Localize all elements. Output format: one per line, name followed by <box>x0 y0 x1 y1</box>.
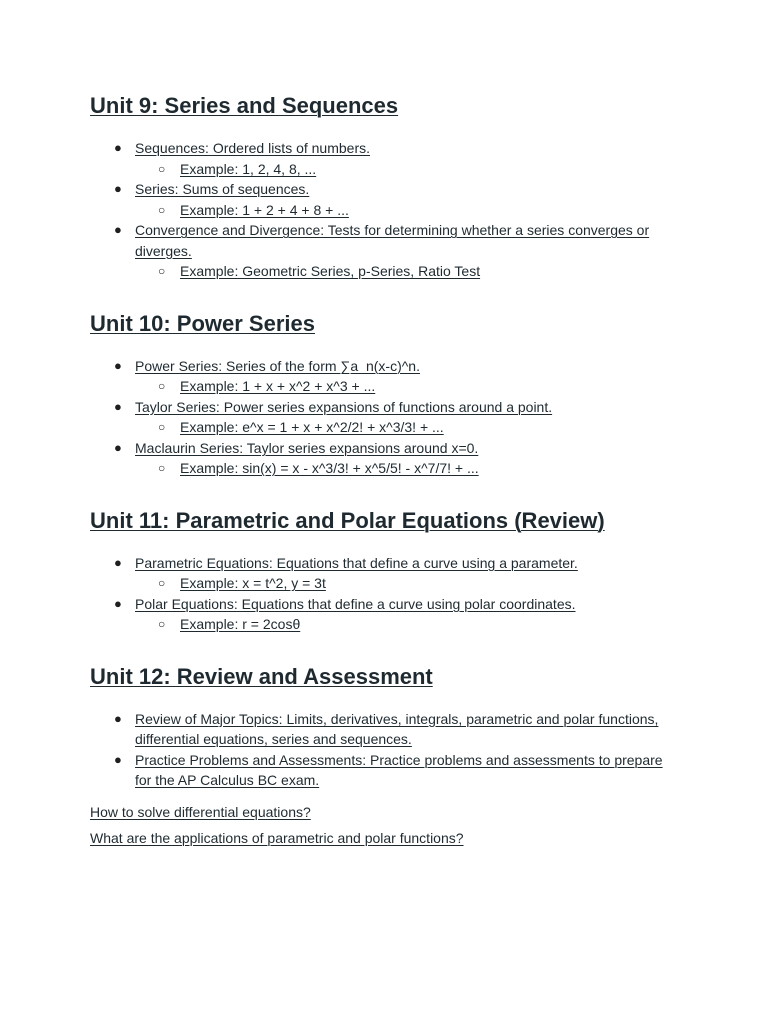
bullet-filled-icon: ● <box>114 554 122 570</box>
bullet-hollow-icon: ○ <box>158 461 166 475</box>
question-link[interactable]: How to solve differential equations? <box>90 803 311 820</box>
topic-item <box>90 179 680 220</box>
bullet-hollow-icon: ○ <box>158 161 166 176</box>
example-list <box>135 376 680 397</box>
topic-item <box>90 138 680 179</box>
example-text: Example: 1 + 2 + 4 + 8 + ... <box>180 201 349 218</box>
example-item <box>135 614 680 635</box>
example-text: Example: r = 2cosθ <box>180 616 301 632</box>
topic-text: Polar Equations: Equations that define a curve using polar coordinates. <box>135 595 576 612</box>
example-list <box>135 261 680 282</box>
unit-section <box>90 308 768 479</box>
bullet-filled-icon: ● <box>114 751 122 767</box>
topic-text: Convergence and Divergence: Tests for determining whether a series converges or diverges. <box>135 222 650 259</box>
example-item <box>135 417 680 438</box>
unit-section <box>90 505 768 635</box>
example-list <box>135 200 680 221</box>
related-questions <box>90 799 768 851</box>
question-link[interactable]: What are the applications of parametric and polar functions? <box>90 829 464 846</box>
topic-item <box>90 553 680 594</box>
unit-section <box>90 90 768 282</box>
example-list <box>135 458 680 479</box>
topic-item <box>90 397 680 438</box>
example-item <box>135 458 680 479</box>
bullet-hollow-icon: ○ <box>158 202 166 217</box>
topic-item <box>90 438 680 479</box>
section-heading: Unit 10: Power Series <box>90 310 315 336</box>
example-text: Example: e^x = 1 + x + x^2/2! + x^3/3! + ... <box>180 419 444 435</box>
section-heading: Unit 12: Review and Assessment <box>90 663 433 689</box>
example-item <box>135 573 680 594</box>
topic-item <box>90 709 680 750</box>
topic-item <box>90 750 680 791</box>
topic-text: Review of Major Topics: Limits, derivatives, integrals, parametric and polar functions, differential equations, series and sequences. <box>135 710 659 747</box>
topic-text: Taylor Series: Power series expansions of functions around a point. <box>135 398 553 415</box>
example-list <box>135 614 680 635</box>
bullet-filled-icon: ● <box>114 140 122 155</box>
topic-list <box>90 553 768 635</box>
bullet-filled-icon: ● <box>114 357 122 373</box>
example-list <box>135 573 680 594</box>
bullet-filled-icon: ● <box>114 222 122 237</box>
topic-list <box>90 356 768 479</box>
example-item <box>135 200 680 221</box>
bullet-filled-icon: ● <box>114 439 122 455</box>
section-heading: Unit 9: Series and Sequences <box>90 93 399 118</box>
section-heading: Unit 11: Parametric and Polar Equations (Review) <box>90 507 605 533</box>
example-text: Example: 1 + x + x^2 + x^3 + ... <box>180 378 376 394</box>
topic-text: Maclaurin Series: Taylor series expansions around x=0. <box>135 439 479 456</box>
topic-item <box>90 594 680 635</box>
example-text: Example: Geometric Series, p-Series, Ratio Test <box>180 263 481 279</box>
example-item <box>135 159 680 180</box>
example-text: Example: x = t^2, y = 3t <box>180 575 326 591</box>
topic-text: Practice Problems and Assessments: Practice problems and assessments to prepare for the AP Calculus BC exam. <box>135 751 663 788</box>
topic-text: Series: Sums of sequences. <box>135 181 310 197</box>
example-list <box>135 417 680 438</box>
topic-text: Parametric Equations: Equations that define a curve using a parameter. <box>135 554 578 571</box>
bullet-hollow-icon: ○ <box>158 576 166 590</box>
topic-item <box>90 220 680 282</box>
topic-list <box>90 138 768 282</box>
topic-text: Sequences: Ordered lists of numbers. <box>135 140 371 156</box>
unit-sections <box>90 90 768 791</box>
topic-text: Power Series: Series of the form ∑a_n(x-c)^n. <box>135 357 420 374</box>
example-text: Example: 1, 2, 4, 8, ... <box>180 160 317 177</box>
bullet-hollow-icon: ○ <box>158 264 166 278</box>
bullet-filled-icon: ● <box>114 398 122 414</box>
example-text: Example: sin(x) = x - x^3/3! + x^5/5! - x^7/7! + ... <box>180 460 479 476</box>
bullet-hollow-icon: ○ <box>158 617 166 631</box>
bullet-filled-icon: ● <box>114 181 122 196</box>
bullet-hollow-icon: ○ <box>158 420 166 434</box>
topic-item <box>90 356 680 397</box>
bullet-filled-icon: ● <box>114 710 122 726</box>
unit-section <box>90 661 768 791</box>
example-item <box>135 261 680 282</box>
topic-list <box>90 709 768 791</box>
bullet-hollow-icon: ○ <box>158 379 166 393</box>
example-list <box>135 159 680 180</box>
example-item <box>135 376 680 397</box>
bullet-filled-icon: ● <box>114 595 122 611</box>
